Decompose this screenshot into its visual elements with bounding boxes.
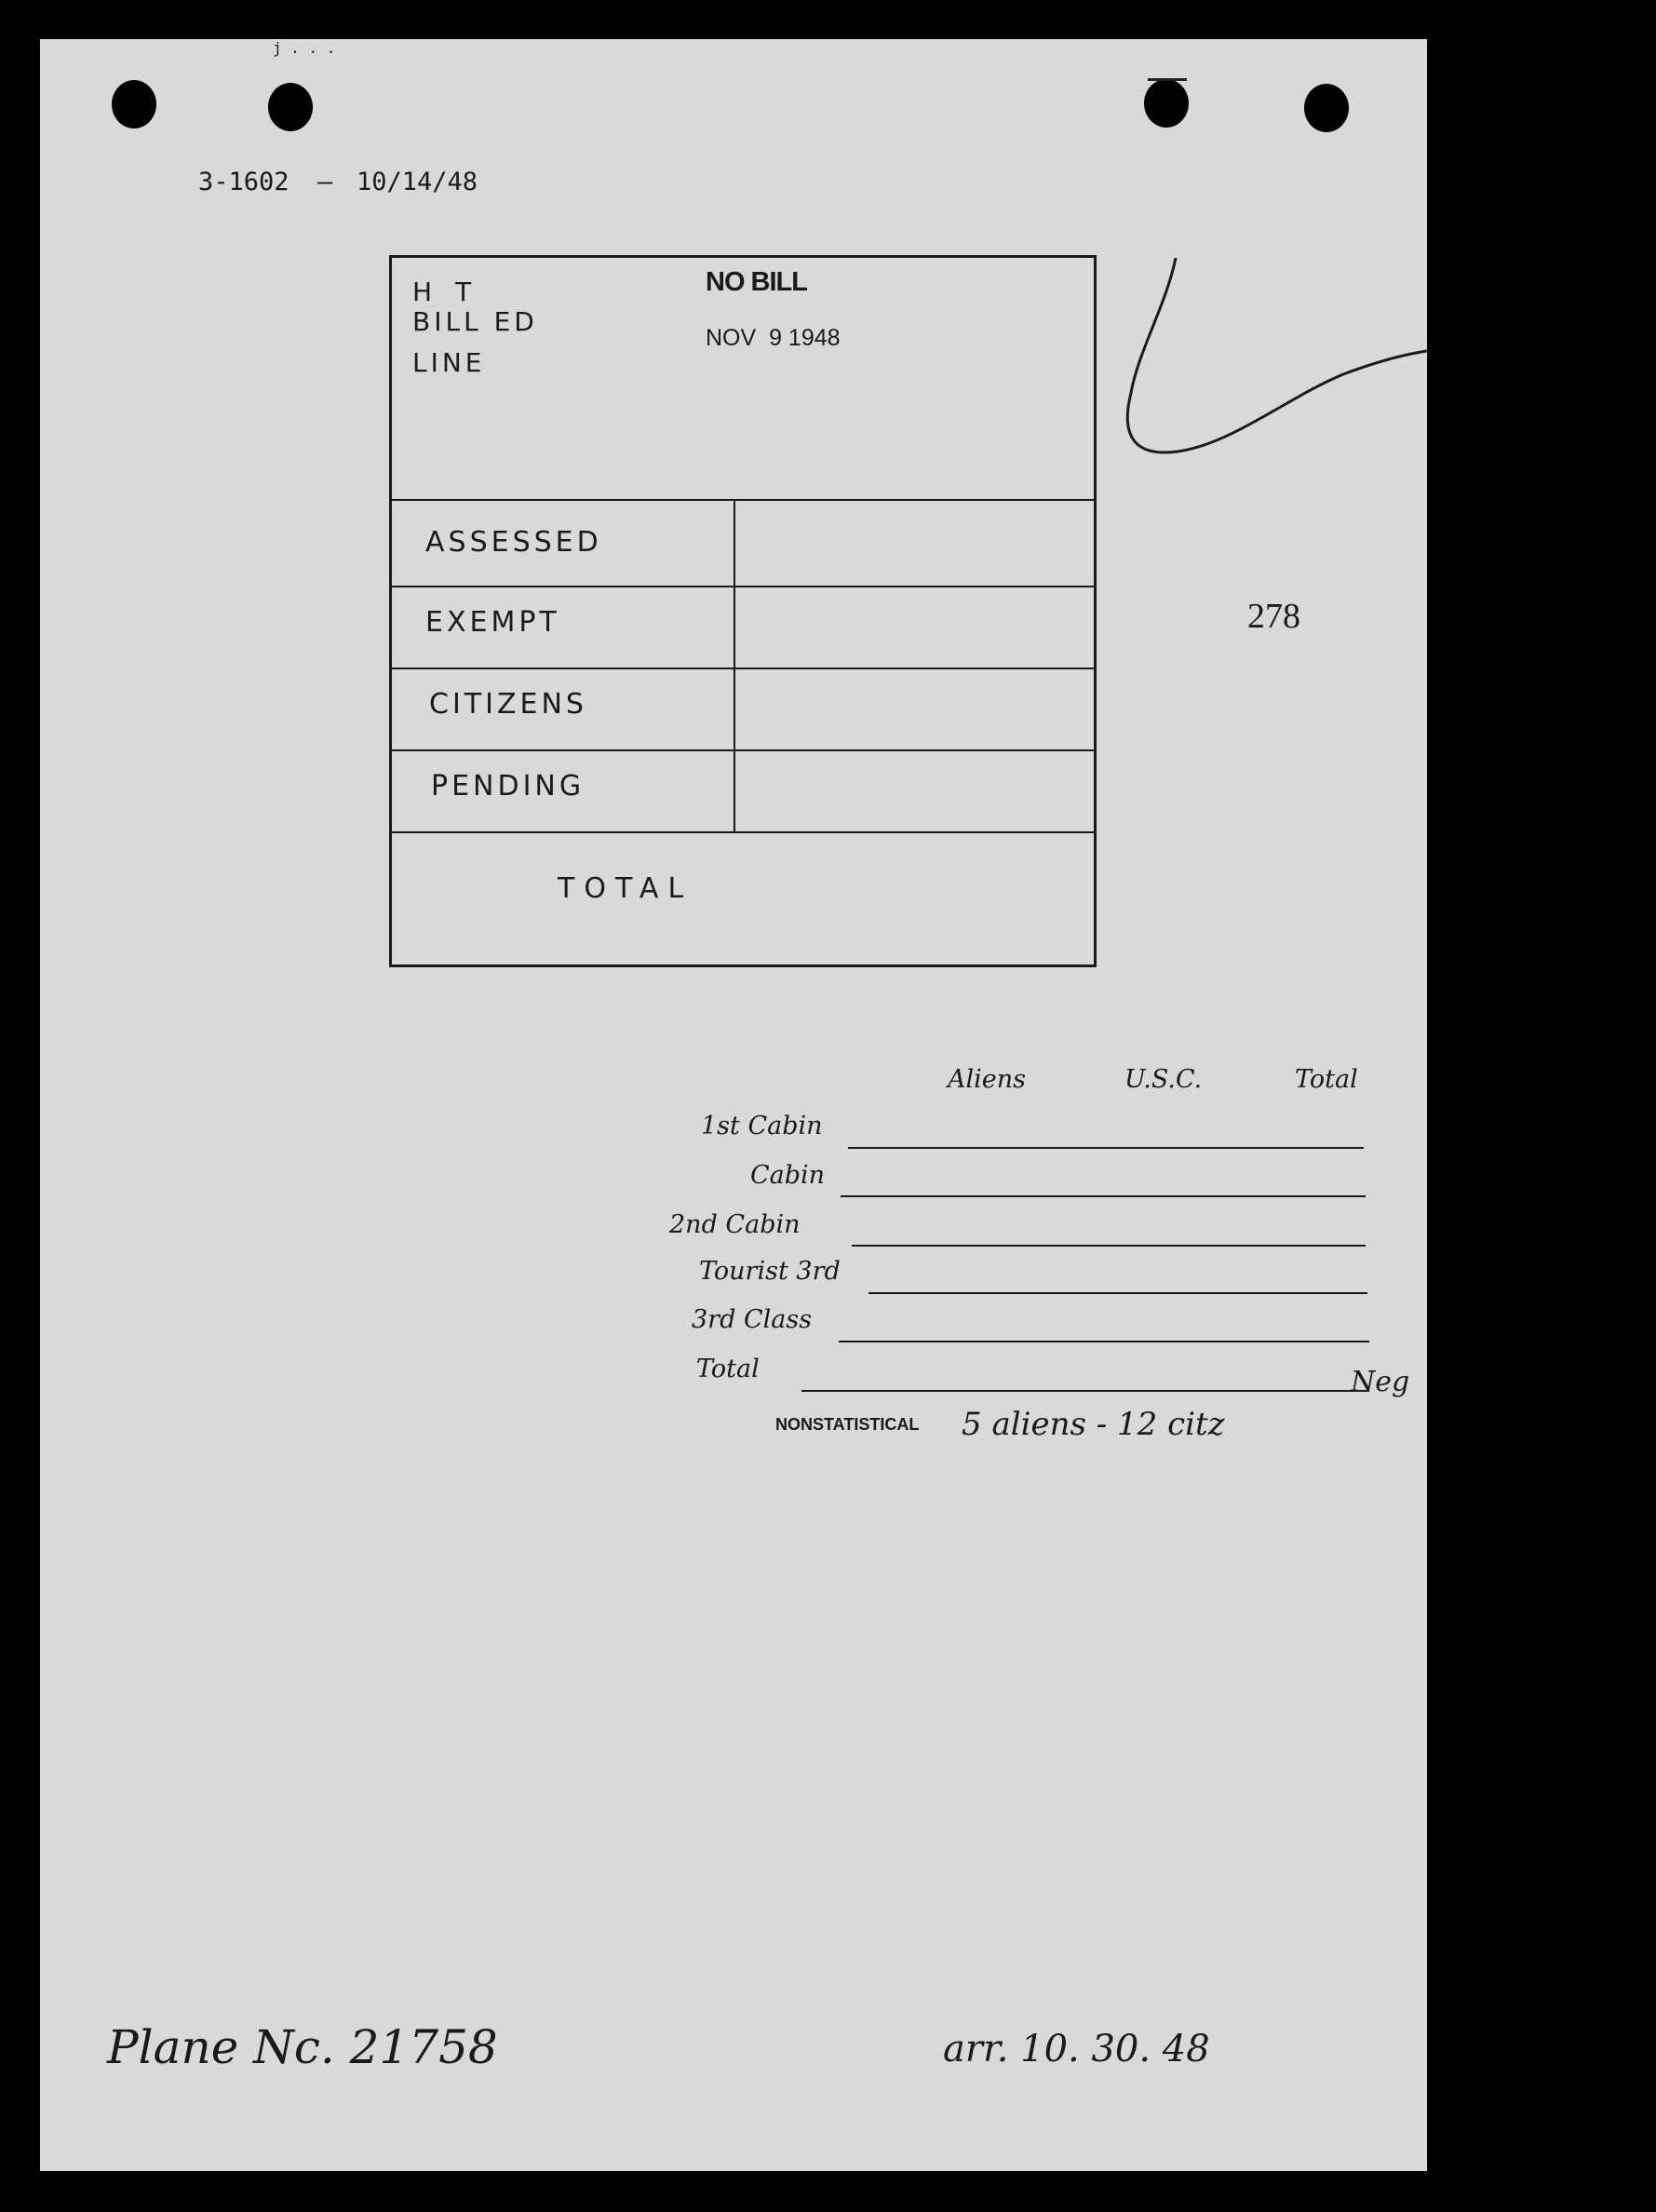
stamp-no-bill: NO BILL xyxy=(706,267,807,297)
row-total: TOTAL xyxy=(558,872,693,905)
class-row-line xyxy=(852,1245,1366,1247)
punch-hole-4 xyxy=(1304,84,1349,132)
header-dash: — xyxy=(317,168,333,196)
row-pending: PENDING xyxy=(431,770,586,803)
document-page xyxy=(40,39,1427,2171)
nonstatistical-stamp: NONSTATISTICAL xyxy=(775,1415,920,1434)
billing-box xyxy=(389,255,1097,967)
class-row-line xyxy=(839,1341,1369,1342)
row-exempt: EXEMPT xyxy=(425,606,560,639)
class-row-line xyxy=(868,1292,1367,1294)
stamp-date: NOV 9 1948 xyxy=(706,325,841,351)
column-usc: U.S.C. xyxy=(1124,1065,1203,1094)
punch-hole-3 xyxy=(1144,79,1189,128)
file-date: 10/14/48 xyxy=(357,168,478,196)
punch-hole-1 xyxy=(112,80,156,128)
top-right-mark xyxy=(1148,78,1187,81)
class-row-label: Total xyxy=(696,1355,760,1383)
class-row-label: 1st Cabin xyxy=(701,1112,823,1140)
total-note: Neg xyxy=(1351,1366,1410,1398)
class-row-label: Tourist 3rd xyxy=(699,1257,841,1286)
row-assessed: ASSESSED xyxy=(425,526,602,559)
nonstatistical-note: 5 aliens - 12 citz xyxy=(962,1406,1225,1443)
class-row-line xyxy=(801,1390,1369,1392)
divider xyxy=(392,668,1094,669)
divider xyxy=(392,499,1094,501)
label-line: LINE xyxy=(412,347,486,378)
punch-hole-2 xyxy=(268,83,313,131)
class-row-label: Cabin xyxy=(750,1161,826,1190)
class-row-label: 3rd Class xyxy=(692,1305,813,1334)
column-total: Total xyxy=(1295,1065,1358,1094)
arrival-date: arr. 10. 30. 48 xyxy=(943,2028,1210,2070)
column-divider xyxy=(734,499,735,831)
class-row-label: 2nd Cabin xyxy=(669,1210,801,1239)
divider xyxy=(392,586,1094,587)
label-ht: H T xyxy=(412,276,479,307)
divider xyxy=(392,831,1094,833)
page-number: 278 xyxy=(1247,597,1300,636)
file-reference: 3-1602 xyxy=(198,168,289,196)
label-billed: BILL ED xyxy=(412,306,538,337)
class-row-line xyxy=(841,1195,1366,1197)
column-aliens: Aliens xyxy=(948,1065,1026,1094)
top-mark: j . . . xyxy=(273,39,336,57)
row-citizens: CITIZENS xyxy=(429,688,587,721)
pencil-check-mark xyxy=(1111,258,1427,509)
class-row-line xyxy=(848,1147,1364,1149)
plane-number: Plane Nc. 21758 xyxy=(107,2020,498,2074)
divider xyxy=(392,749,1094,751)
